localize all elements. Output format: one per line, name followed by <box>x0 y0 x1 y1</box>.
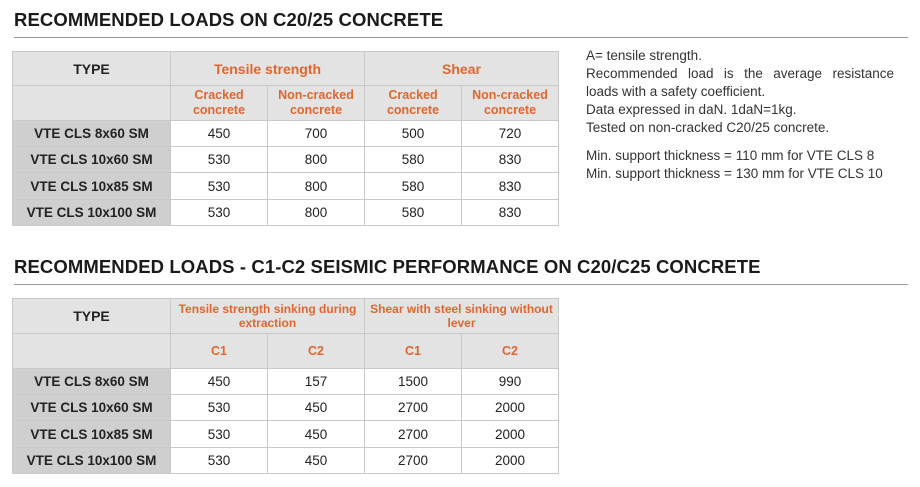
seismic-loads-table <box>12 298 559 474</box>
type-header: TYPE <box>13 299 171 334</box>
value-cell: 530 <box>171 395 268 421</box>
row-type: VTE CLS 8x60 SM <box>13 121 171 147</box>
subheader-c2: C2 <box>268 334 365 369</box>
row-type: VTE CLS 10x85 SM <box>13 421 171 448</box>
table-row <box>13 395 559 421</box>
table-row <box>13 147 559 173</box>
section1-divider <box>14 37 908 38</box>
subheader-c1: C1 <box>171 334 268 369</box>
value-cell: 580 <box>365 200 462 226</box>
shear-header: Shear <box>365 52 559 86</box>
value-cell: 1500 <box>365 369 462 395</box>
value-cell: 450 <box>268 421 365 448</box>
value-cell: 800 <box>268 173 365 200</box>
shear-steel-sinking-header: Shear with steel sinking without lever <box>365 299 559 334</box>
type-subheader-blank <box>13 86 171 121</box>
note-line: Tested on non-cracked C20/25 concrete. <box>586 120 830 135</box>
value-cell: 800 <box>268 200 365 226</box>
value-cell: 700 <box>268 121 365 147</box>
table-row <box>13 448 559 474</box>
tensile-sinking-header: Tensile strength sinking during extraction <box>171 299 365 334</box>
value-cell: 530 <box>171 448 268 474</box>
row-type: VTE CLS 10x60 SM <box>13 147 171 173</box>
note-line: Recommended load is the average resistance loads with a safety coefficient. <box>586 66 894 99</box>
notes-panel <box>586 47 894 183</box>
value-cell: 450 <box>268 448 365 474</box>
table-row <box>13 173 559 200</box>
value-cell: 450 <box>268 395 365 421</box>
value-cell: 2000 <box>462 395 559 421</box>
value-cell: 800 <box>268 147 365 173</box>
section2-divider <box>14 284 908 285</box>
value-cell: 530 <box>171 421 268 448</box>
value-cell: 530 <box>171 173 268 200</box>
value-cell: 500 <box>365 121 462 147</box>
value-cell: 2000 <box>462 421 559 448</box>
value-cell: 830 <box>462 200 559 226</box>
note-line: A= tensile strength. <box>586 48 702 63</box>
value-cell: 830 <box>462 147 559 173</box>
table-row <box>13 369 559 395</box>
table-row <box>13 421 559 448</box>
subheader-cracked: Cracked concrete <box>365 86 462 121</box>
value-cell: 530 <box>171 200 268 226</box>
type-header: TYPE <box>13 52 171 86</box>
value-cell: 157 <box>268 369 365 395</box>
value-cell: 2700 <box>365 421 462 448</box>
value-cell: 2700 <box>365 395 462 421</box>
recommended-loads-table <box>12 51 559 226</box>
value-cell: 580 <box>365 147 462 173</box>
section1-title: RECOMMENDED LOADS ON C20/25 CONCRETE <box>14 9 444 30</box>
section2-title: RECOMMENDED LOADS - C1-C2 SEISMIC PERFORMANCE ON C20/C25 CONCRETE <box>14 256 761 277</box>
value-cell: 990 <box>462 369 559 395</box>
row-type: VTE CLS 10x100 SM <box>13 448 171 474</box>
type-subheader-blank <box>13 334 171 369</box>
note-line: Min. support thickness = 130 mm for VTE CLS 10 <box>586 166 883 181</box>
note-line: Data expressed in daN. 1daN=1kg. <box>586 102 797 117</box>
value-cell: 2700 <box>365 448 462 474</box>
subheader-cracked: Cracked concrete <box>171 86 268 121</box>
value-cell: 450 <box>171 369 268 395</box>
subheader-c1: C1 <box>365 334 462 369</box>
table-row <box>13 200 559 226</box>
value-cell: 450 <box>171 121 268 147</box>
row-type: VTE CLS 10x100 SM <box>13 200 171 226</box>
row-type: VTE CLS 8x60 SM <box>13 369 171 395</box>
value-cell: 580 <box>365 173 462 200</box>
note-line: Min. support thickness = 110 mm for VTE CLS 8 <box>586 148 875 163</box>
value-cell: 530 <box>171 147 268 173</box>
subheader-non-cracked: Non-cracked concrete <box>268 86 365 121</box>
value-cell: 830 <box>462 173 559 200</box>
subheader-non-cracked: Non-cracked concrete <box>462 86 559 121</box>
subheader-c2: C2 <box>462 334 559 369</box>
row-type: VTE CLS 10x60 SM <box>13 395 171 421</box>
row-type: VTE CLS 10x85 SM <box>13 173 171 200</box>
tensile-strength-header: Tensile strength <box>171 52 365 86</box>
value-cell: 720 <box>462 121 559 147</box>
table-row <box>13 121 559 147</box>
value-cell: 2000 <box>462 448 559 474</box>
